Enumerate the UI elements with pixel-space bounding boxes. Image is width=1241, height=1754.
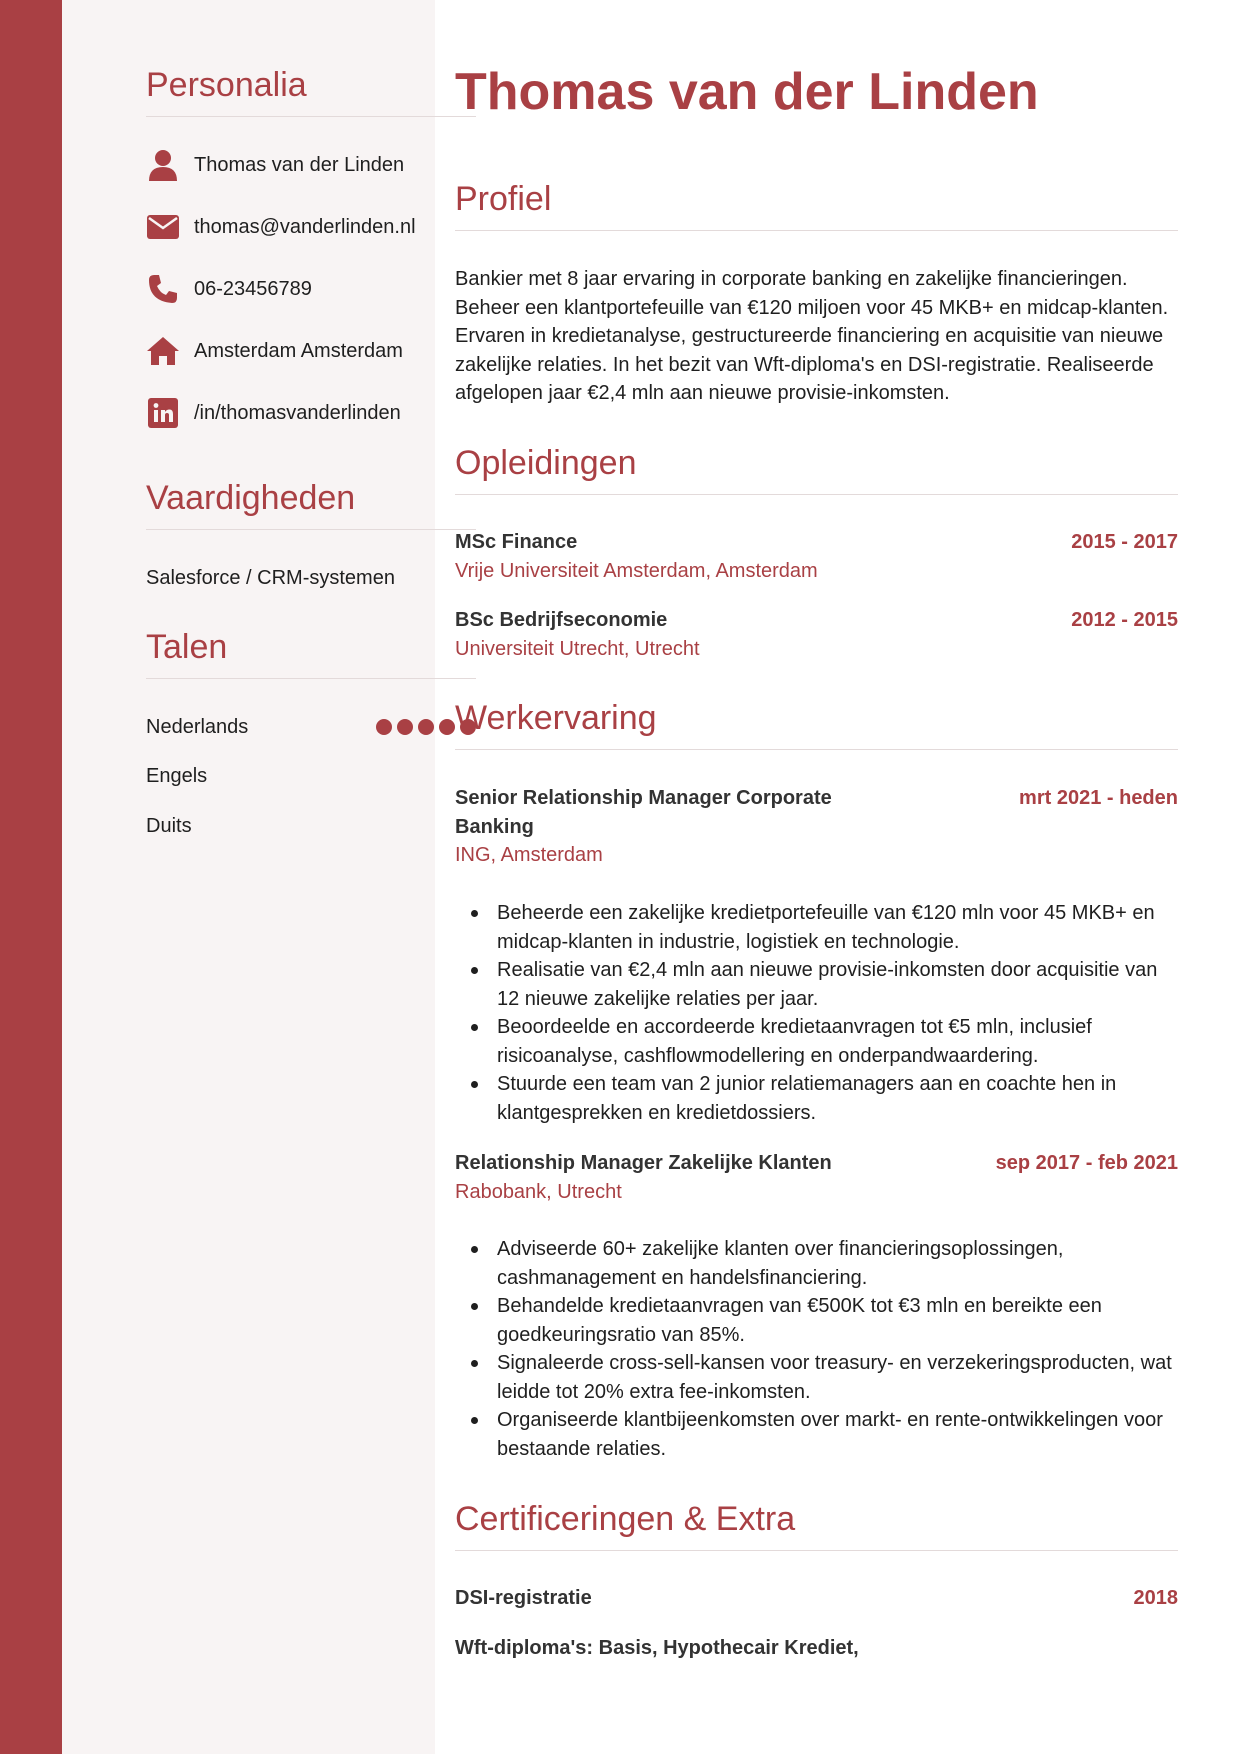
level-dot bbox=[418, 719, 434, 735]
job-company: ING, Amsterdam bbox=[455, 844, 603, 866]
level-dot bbox=[376, 719, 392, 735]
education-school: Vrije Universiteit Amsterdam, Amsterdam bbox=[455, 559, 818, 582]
profile-title: Profiel bbox=[455, 182, 1178, 231]
skill-item: Salesforce / CRM-systemen bbox=[146, 567, 395, 589]
job-bullets bbox=[455, 1235, 1178, 1463]
job-date: sep 2017 - feb 2021 bbox=[995, 1152, 1178, 1174]
list-item: Beoordeelde en accordeerde kredietaanvragen tot €5 mln, inclusief risicoanalyse, cashflowmodellering en onderpandwaardering. bbox=[455, 1013, 1178, 1070]
phone-icon bbox=[146, 272, 180, 306]
certifications-title: Certificeringen & Extra bbox=[455, 1502, 1178, 1551]
education-title: Opleidingen bbox=[455, 446, 1178, 495]
cert-title: DSI-registratie bbox=[455, 1587, 592, 1609]
list-item: Beheerde een zakelijke kredietportefeuille van €120 mln voor 45 MKB+ en midcap-klanten in industrie, logistiek en technologie. bbox=[455, 899, 1178, 956]
accent-stripe bbox=[0, 0, 62, 1754]
language-row bbox=[146, 761, 476, 791]
language-name: Duits bbox=[146, 814, 192, 837]
languages-title: Talen bbox=[146, 630, 476, 679]
contact-phone-text[interactable]: 06-23456789 bbox=[194, 277, 312, 300]
list-item: Behandelde kredietaanvragen van €500K tot €3 mln en bereikte een goedkeuringsratio van 85%. bbox=[455, 1292, 1178, 1349]
cert-date: 2018 bbox=[1133, 1587, 1178, 1609]
education-entry bbox=[455, 528, 1178, 585]
level-dot bbox=[439, 719, 455, 735]
cert-entry bbox=[455, 1584, 1178, 1613]
contact-email-text[interactable]: thomas@vanderlinden.nl bbox=[194, 215, 416, 238]
language-name: Engels bbox=[146, 764, 208, 787]
profile-text: Bankier met 8 jaar ervaring in corporate banking en zakelijke financieringen. Beheer een klantportefeuille van €120 miljoen voor 45 MKB+ en midcap-klanten. Ervaren in kredietanalyse, gestructureerde financiering en acquisitie van nieuwe zakelijke relaties. In het bezit van Wft-diploma's en DSI-registratie. Realiseerde afgelopen jaar €2,4 mln aan nieuwe provisie-inkomsten. bbox=[455, 268, 1169, 404]
list-item: Stuurde een team van 2 junior relatiemanagers aan en coachte hen in klantgesprekken en kredietdossiers. bbox=[455, 1070, 1178, 1127]
job-title: Senior Relationship Manager Corporate Banking bbox=[455, 787, 832, 838]
job-date: mrt 2021 - heden bbox=[1019, 787, 1178, 809]
cert-entry bbox=[455, 1634, 1178, 1663]
contact-linkedin[interactable] bbox=[146, 393, 476, 433]
linkedin-icon bbox=[146, 396, 180, 430]
education-school: Universiteit Utrecht, Utrecht bbox=[455, 637, 700, 660]
list-item: Adviseerde 60+ zakelijke klanten over financieringsoplossingen, cashmanagement en handelsfinanciering. bbox=[455, 1235, 1178, 1292]
level-dot bbox=[397, 719, 413, 735]
user-icon bbox=[146, 148, 180, 182]
contact-name bbox=[146, 145, 476, 185]
skills-title: Vaardigheden bbox=[146, 481, 476, 530]
envelope-icon bbox=[146, 210, 180, 244]
education-date: 2015 - 2017 bbox=[1071, 531, 1178, 553]
list-item: Organiseerde klantbijeenkomsten over markt- en rente-ontwikkelingen voor bestaande relaties. bbox=[455, 1406, 1178, 1463]
work-entry bbox=[455, 784, 1178, 870]
list-item: Signaleerde cross-sell-kansen voor treasury- en verzekeringsproducten, wat leidde tot 20% extra fee-inkomsten. bbox=[455, 1349, 1178, 1406]
contact-name-text: Thomas van der Linden bbox=[194, 153, 405, 176]
sidebar bbox=[62, 0, 435, 1754]
language-row bbox=[146, 811, 476, 841]
contact-linkedin-text[interactable]: /in/thomasvanderlinden bbox=[194, 401, 401, 424]
education-degree: MSc Finance bbox=[455, 531, 578, 553]
job-bullets bbox=[455, 899, 1178, 1127]
education-degree: BSc Bedrijfseconomie bbox=[455, 609, 668, 631]
cert-title: Wft-diploma's: Basis, Hypothecair Krediet, bbox=[455, 1637, 859, 1659]
contact-phone[interactable] bbox=[146, 269, 476, 309]
list-item: Realisatie van €2,4 mln aan nieuwe provisie-inkomsten door acquisitie van 12 nieuwe zakelijke relaties per jaar. bbox=[455, 956, 1178, 1013]
job-title: Relationship Manager Zakelijke Klanten bbox=[455, 1152, 832, 1174]
work-title: Werkervaring bbox=[455, 701, 1178, 750]
contact-address-text: Amsterdam Amsterdam bbox=[194, 339, 403, 362]
education-entry bbox=[455, 606, 1178, 663]
work-entry bbox=[455, 1149, 1178, 1206]
language-row bbox=[146, 712, 476, 742]
contact-email[interactable] bbox=[146, 207, 476, 247]
candidate-name: Thomas van der Linden bbox=[455, 63, 1039, 121]
language-name: Nederlands bbox=[146, 715, 249, 738]
home-icon bbox=[146, 334, 180, 368]
job-company: Rabobank, Utrecht bbox=[455, 1180, 622, 1203]
personalia-title: Personalia bbox=[146, 68, 476, 117]
education-date: 2012 - 2015 bbox=[1071, 609, 1178, 631]
contact-address bbox=[146, 331, 476, 371]
